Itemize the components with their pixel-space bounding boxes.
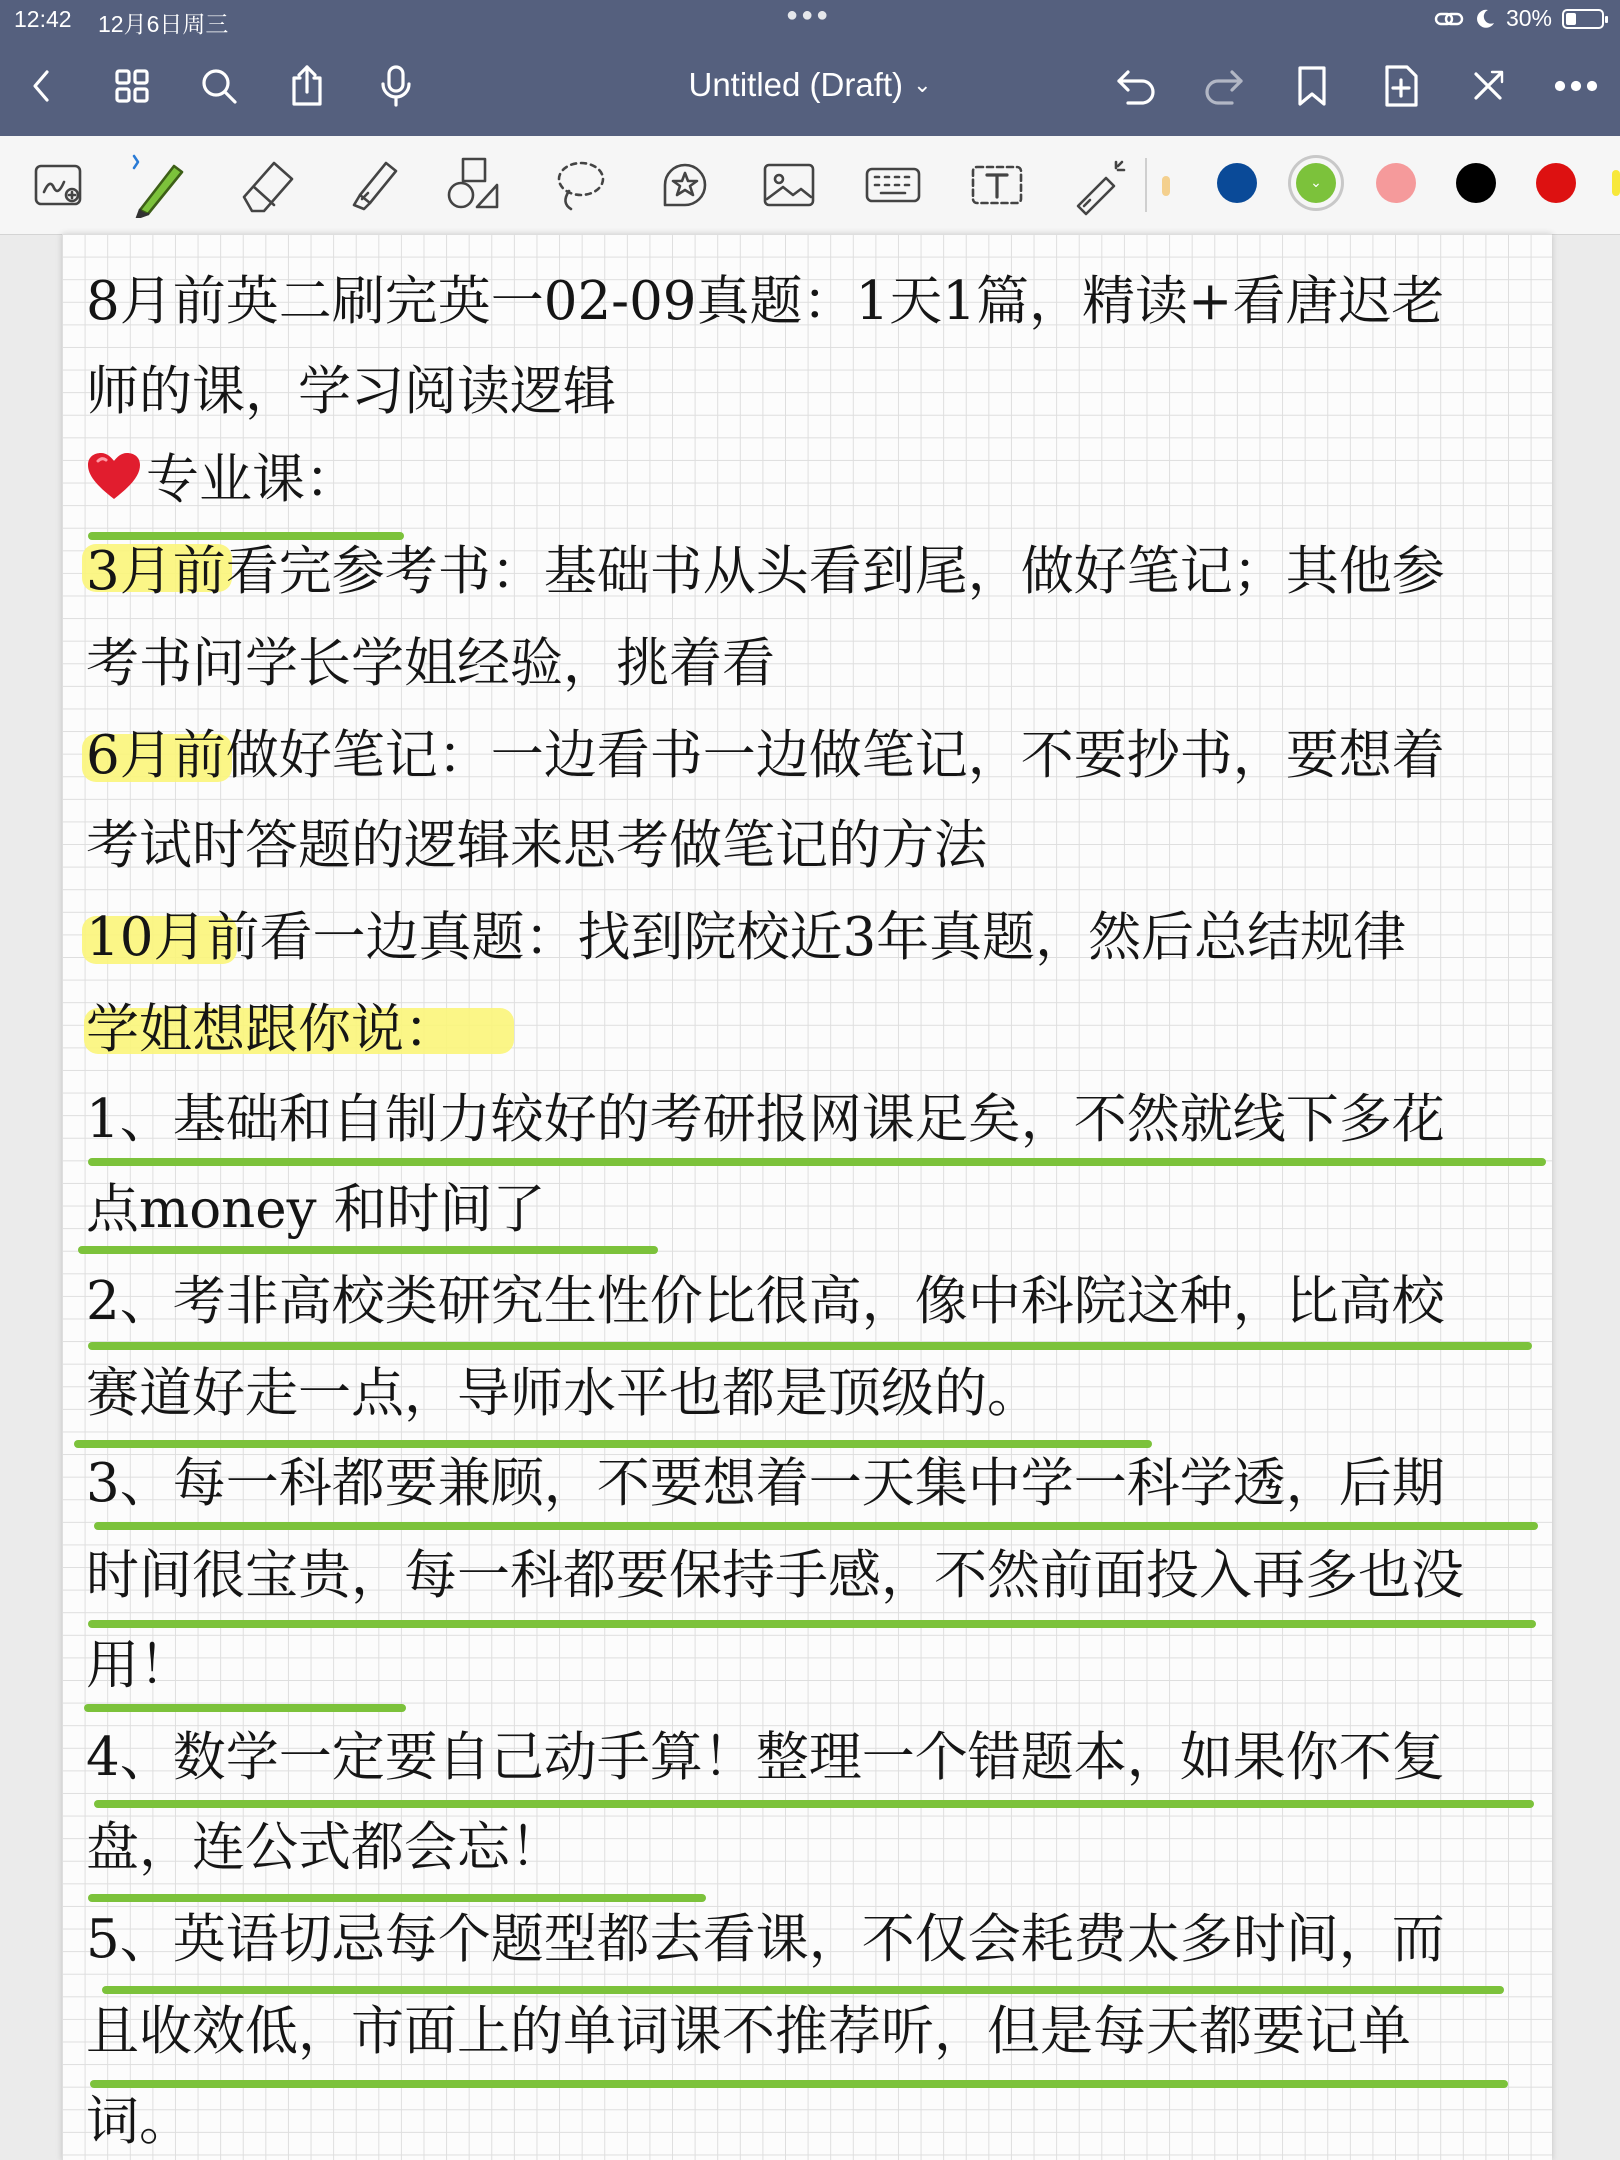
underline-mark [94, 1800, 1534, 1808]
color-scroll-hint [1162, 176, 1170, 196]
keyboard-icon[interactable] [858, 150, 928, 220]
close-toolbar-icon[interactable] [1460, 56, 1516, 116]
undo-icon[interactable] [1108, 56, 1164, 116]
color-swatch-black[interactable] [1456, 163, 1496, 203]
image-icon[interactable] [754, 150, 824, 220]
lasso-icon[interactable] [546, 150, 616, 220]
underline-mark [88, 1342, 1532, 1350]
note-line: 盘，连公式都会忘！ [86, 1817, 563, 1878]
note-line: 8月前英二刷完英一02-09真题：1天1篇，精读+看唐迟老 [86, 271, 1445, 332]
chevron-down-icon: ⌄ [1310, 175, 1322, 191]
underline-mark [84, 1704, 406, 1712]
top-bar [0, 0, 1620, 136]
highlighter-icon[interactable] [336, 150, 406, 220]
note-line: 学姐想跟你说： [86, 999, 457, 1060]
add-page-icon[interactable] [1373, 56, 1429, 116]
underline-mark [74, 1440, 1152, 1448]
note-line: 1、基础和自制力较好的考研报网课足矣，不然就线下多花 [86, 1089, 1445, 1150]
link-icon [1434, 9, 1464, 29]
bookmark-icon[interactable] [1284, 56, 1340, 116]
note-line-heading [86, 448, 358, 512]
text-box-icon[interactable] [962, 150, 1032, 220]
color-swatch-yellow-partial[interactable] [1612, 170, 1620, 196]
status-time: 12:42 [14, 6, 72, 32]
note-line: 2、考非高校类研究生性价比很高，像中科院这种，比高校 [86, 1271, 1445, 1332]
underline-mark [88, 532, 404, 540]
note-line: 时间很宝贵，每一科都要保持手感，不然前面投入再多也没 [86, 1545, 1464, 1606]
battery-percent: 30% [1505, 5, 1552, 31]
note-line: 5、英语切忌每个题型都去看课，不仅会耗费太多时间，而 [86, 1909, 1445, 1970]
pen-icon[interactable] [124, 150, 194, 220]
battery-icon [1562, 9, 1604, 29]
toolbar-divider [1145, 158, 1147, 212]
underline-mark [90, 2080, 1508, 2088]
note-line: 6月前做好笔记：一边看书一边做笔记，不要抄书，要想着 [86, 725, 1445, 786]
laser-pointer-icon[interactable] [1064, 150, 1134, 220]
status-bar [0, 0, 1620, 40]
multitasking-dots-icon[interactable]: ●●● [786, 4, 832, 26]
note-line: 4、数学一定要自己动手算！整理一个错题本，如果你不复 [86, 1727, 1445, 1788]
color-swatch-blue[interactable] [1217, 163, 1257, 203]
note-line: 3、每一科都要兼顾，不要想着一天集中学一科学透，后期 [86, 1453, 1445, 1514]
underline-mark [88, 1620, 1536, 1628]
document-title-label: Untitled (Draft) [688, 66, 904, 103]
note-line: 考书问学长学姐经验，挑着看 [86, 633, 775, 694]
zoom-window-icon[interactable] [24, 150, 94, 220]
status-right [1434, 5, 1604, 32]
underline-mark [78, 1246, 658, 1254]
sticker-icon[interactable] [650, 150, 720, 220]
status-date: 12月6日周三 [98, 11, 229, 37]
note-line: 10月前看一边真题：找到院校近3年真题，然后总结规律 [86, 907, 1407, 968]
chevron-down-icon: ⌄ [913, 72, 932, 97]
note-line-text: 专业课： [146, 449, 358, 510]
note-line: 3月前看完参考书：基础书从头看到尾，做好笔记；其他参 [86, 541, 1445, 602]
color-swatch-pink[interactable] [1376, 163, 1416, 203]
eraser-icon[interactable] [232, 150, 302, 220]
color-swatch-red[interactable] [1536, 163, 1576, 203]
note-line: 点money 和时间了 [86, 1179, 546, 1240]
color-swatch-green[interactable] [1296, 163, 1336, 203]
underline-mark [94, 1522, 1538, 1530]
shapes-icon[interactable] [440, 150, 510, 220]
nav-bar [0, 56, 1620, 126]
note-line: 赛道好走一点，导师水平也都是顶级的。 [86, 1363, 1040, 1424]
more-icon[interactable] [1548, 56, 1604, 116]
note-line: 用！ [86, 1635, 192, 1696]
redo-icon[interactable] [1196, 56, 1252, 116]
underline-mark [102, 1986, 1504, 1994]
note-line: 师的课，学习阅读逻辑 [86, 361, 616, 422]
underline-mark [88, 1158, 1546, 1166]
underline-mark [88, 1894, 706, 1902]
note-page[interactable] [62, 234, 1552, 2160]
moon-icon [1474, 8, 1496, 30]
note-line: 且收效低，市面上的单词课不推荐听，但是每天都要记单 [86, 2001, 1411, 2062]
note-line: 词。 [86, 2091, 192, 2152]
note-line: 考试时答题的逻辑来思考做笔记的方法 [86, 815, 987, 876]
red-heart-icon [86, 451, 142, 503]
